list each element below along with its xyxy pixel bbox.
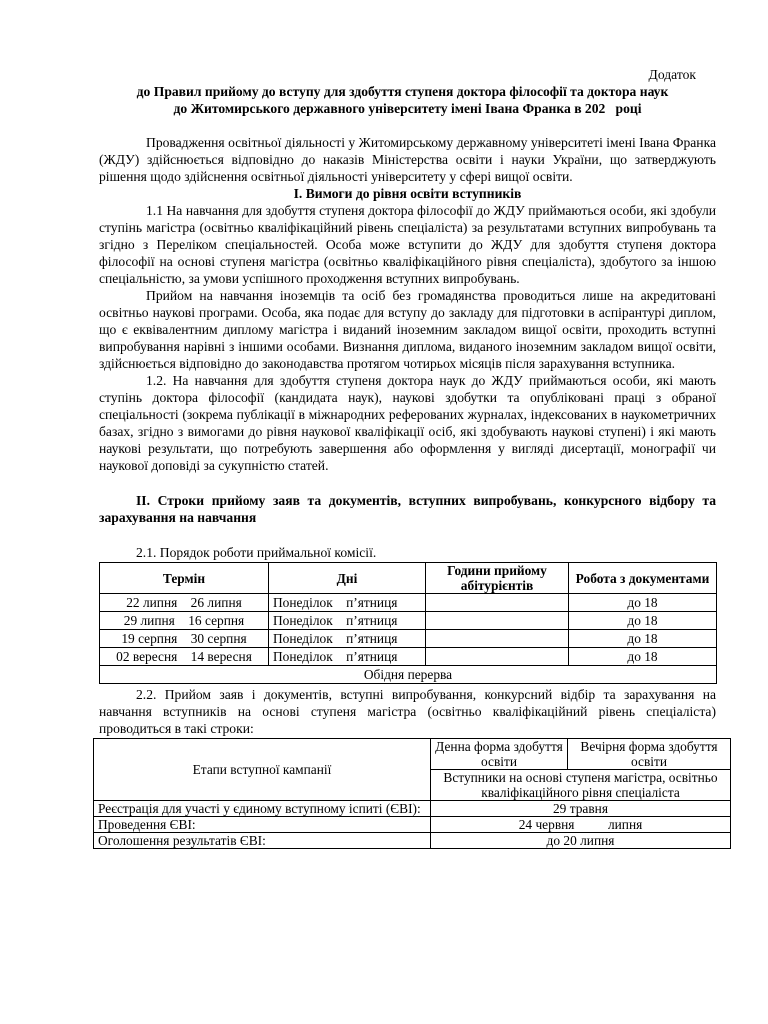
date-cell: 29 травня [431, 801, 731, 817]
intro-paragraph: Провадження освітньої діяльності у Житомирському державному університеті імені Івана Франка (ЖДУ) здійснюється відповідно до наказів Міністерства освіти і науки України, що затверджують рішення щодо здійснення освітньої діяльності університету у сфері вищої освіти. [99, 135, 716, 184]
section-1-title: І. Вимоги до рівня освіти вступників [293, 186, 522, 201]
days-cell: Понеділок п’ятниця [269, 594, 426, 612]
table-row [94, 739, 731, 770]
docs-cell: до 18 [569, 648, 717, 666]
table-row-break [100, 666, 717, 684]
column-header-days: Дні [269, 563, 426, 594]
lunch-break-cell: Обідня перерва [100, 666, 717, 684]
term-cell: 22 липня 26 липня [100, 594, 269, 612]
day-form-header: Денна форма здобуття освіти [431, 739, 568, 770]
section-2-title: ІІ. Строки прийому заяв та документів, вступних випробувань, конкурсного відбору та зарахування на навчання [99, 493, 716, 525]
table-row [100, 630, 717, 648]
table-row [100, 594, 717, 612]
table-row [94, 817, 731, 833]
stage-cell: Реєстрація для участі у єдиному вступному іспиті (ЄВІ): [94, 801, 431, 817]
hours-cell [426, 648, 569, 666]
days-cell: Понеділок п’ятниця [269, 630, 426, 648]
section-1-paragraph-1: 1.1 На навчання для здобуття ступеня доктора філософії до ЖДУ приймаються особи, які здобули ступінь магістра (освітньо кваліфікаційний рівень спеціаліста) за результатами вступних випробувань та згідно з Переліком спеціальностей. Особа може вступити до ЖДУ для здобуття ступеня доктора філософії на основі ступеня магістра (освітньо кваліфікаційного рівня спеціаліста), здобутого за іншою спеціальністю, за умови успішного проходження вступних випробувань. [99, 203, 716, 286]
docs-cell: до 18 [569, 630, 717, 648]
admission-timeline-table [93, 738, 731, 849]
evening-form-header: Вечірня форма здобуття освіти [568, 739, 731, 770]
stage-cell: Проведення ЄВІ: [94, 817, 431, 833]
days-cell: Понеділок п’ятниця [269, 612, 426, 630]
column-header-hours: Години прийому абітурієнтів [426, 563, 569, 594]
timeline-label: 2.2. Прийом заяв і документів, вступні випробування, конкурсний відбір та зарахування на навчання вступників на основі ступеня магістра (освітньо кваліфікаційний рівень спеціаліста) проводиться в такі строки: [99, 687, 716, 736]
addendum-label: Додаток [648, 67, 696, 82]
term-cell: 02 вересня 14 вересня [100, 648, 269, 666]
stage-header-cell: Етапи вступної кампанії [94, 739, 431, 801]
schedule-label: 2.1. Порядок роботи приймальної комісії. [136, 545, 377, 560]
hours-cell [426, 612, 569, 630]
document-title-line-2: до Житомирського державного університету імені Івана Франка в 202 році [173, 101, 642, 116]
table-header-row [100, 563, 717, 594]
table-row [100, 612, 717, 630]
term-cell: 29 липня 16 серпня [100, 612, 269, 630]
term-cell: 19 серпня 30 серпня [100, 630, 269, 648]
table-row [100, 648, 717, 666]
docs-cell: до 18 [569, 612, 717, 630]
docs-cell: до 18 [569, 594, 717, 612]
table-row [94, 833, 731, 849]
date-cell: 24 червня липня [431, 817, 731, 833]
applicant-basis-cell: Вступники на основі ступеня магістра, освітньо кваліфікаційного рівня спеціаліста [431, 770, 731, 801]
table-row [94, 801, 731, 817]
stage-cell: Оголошення результатів ЄВІ: [94, 833, 431, 849]
column-header-term: Термін [100, 563, 269, 594]
hours-cell [426, 630, 569, 648]
days-cell: Понеділок п’ятниця [269, 648, 426, 666]
hours-cell [426, 594, 569, 612]
document-title-line-1: до Правил прийому до вступу для здобуття ступеня доктора філософії та доктора наук [136, 84, 669, 99]
commission-schedule-table [99, 562, 717, 684]
section-1-paragraph-2: Прийом на навчання іноземців та осіб без громадянства проводиться лише на акредитовані освітньо наукові програми. Особа, яка подає для вступу до закладу для підготовки в аспірантурі диплом, що є еквівалентним диплому магістра і виданий іноземним закладом вищої освіти, проходить вступні випробування нарівні з іншими особами. Визнання диплома, виданого іноземним закладом вищої освіти, здійснюється відповідно до законодавства протягом чотирьох місяців після зарахування вступника. [99, 288, 716, 371]
date-cell: до 20 липня [431, 833, 731, 849]
section-1-paragraph-3: 1.2. На навчання для здобуття ступеня доктора наук до ЖДУ приймаються особи, які мають ступінь доктора філософії (кандидата наук), наукові здобутки та опубліковані праці з обраної спеціальності (зокрема публікації в міжнародних реферованих журналах, індексованих в наукометричних базах, згідно з вимогами до рівня наукової кваліфікації осіб, які здобувають наукові ступені) і які мають наукові результати, що потребують завершення або оформлення у вигляді дисертації, монографії чи наукової доповіді за сукупністю статей. [99, 373, 716, 473]
column-header-docs: Робота з документами [569, 563, 717, 594]
